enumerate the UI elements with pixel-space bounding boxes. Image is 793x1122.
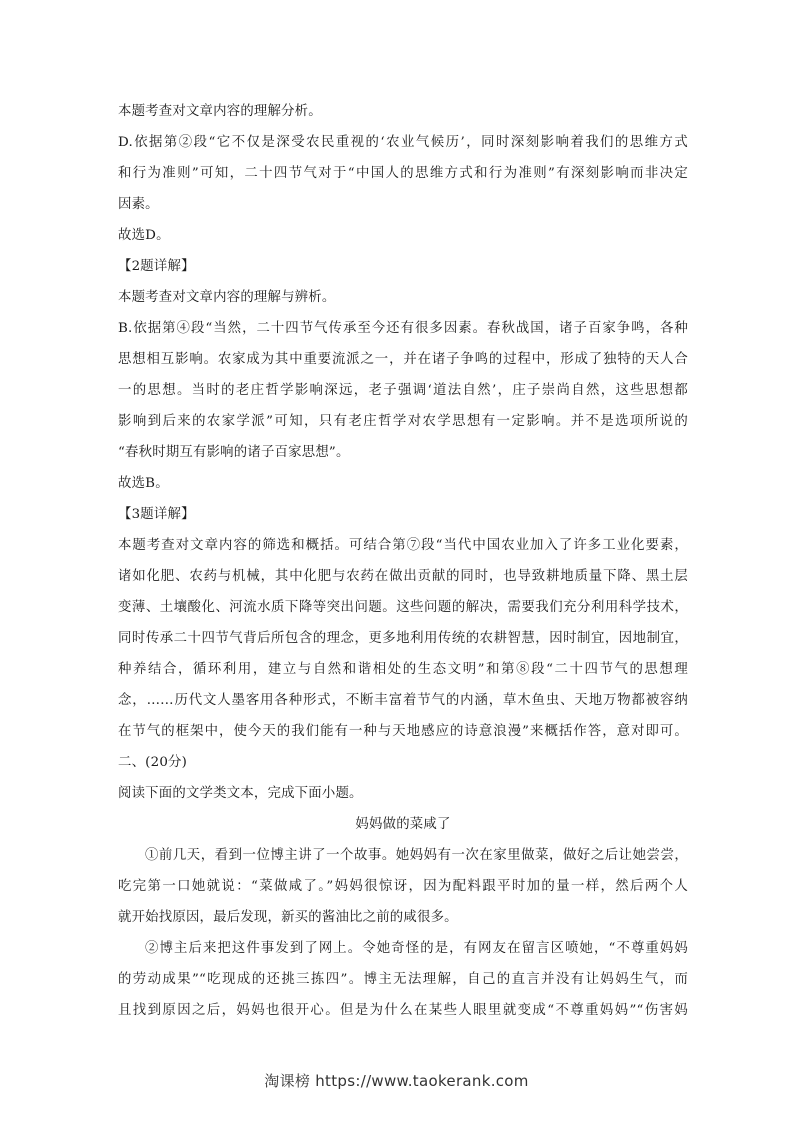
q3-line-7: 在节气的框架中，使今天的我们能有一种与天地感应的诗意浪漫”来概括作答，意对即可。 xyxy=(118,724,688,739)
story-p1-line-3: 就开始找原因，最后发现，新买的酱油比之前的咸很多。 xyxy=(118,910,458,925)
option-b-line-2: 思想相互影响。农家成为其中重要流派之一，并在诸子争鸣的过程中，形成了独特的天人合 xyxy=(118,352,688,367)
story-p2-line-2: 的劳动成果”“吃现成的还挑三拣四”。博主无法理解，自己的直言并没有让妈妈生气，而 xyxy=(118,972,688,987)
part-two-heading: 二、(20分) xyxy=(118,755,188,770)
q2-intro: 本题考查对文章内容的理解与辨析。 xyxy=(118,290,336,305)
story-p1-line-1: ①前几天，看到一位博主讲了一个故事。她妈妈有一次在家里做菜，做好之后让她尝尝， xyxy=(145,848,688,863)
section-heading-q2: 【2题详解】 xyxy=(118,259,195,274)
part-two-instruction: 阅读下面的文学类文本，完成下面小题。 xyxy=(118,786,363,801)
q3-line-6: 念，……历代文人墨客用各种形式，不断丰富着节气的内涵，草木鱼虫、天地万物都被容纳 xyxy=(118,693,688,708)
footer-watermark: 淘课榜 https://www.taokerank.com xyxy=(264,1072,529,1090)
q3-line-3: 变薄、土壤酸化、河流水质下降等突出问题。这些问题的解决，需要我们充分利用科学技术， xyxy=(118,600,688,615)
answer-1: 故选D。 xyxy=(118,228,170,243)
option-d-line-3: 因素。 xyxy=(118,197,159,212)
option-d-line-1: D.依据第②段“它不仅是深受农民重视的‘农业气候历’，同时深刻影响着我们的思维方式 xyxy=(118,135,688,150)
analysis-intro: 本题考查对文章内容的理解分析。 xyxy=(118,104,322,119)
option-d-line-2: 和行为准则”可知，二十四节气对于“中国人的思维方式和行为准则”有深刻影响而非决定 xyxy=(118,166,688,181)
q3-line-4: 同时传承二十四节气背后所包含的理念，更多地利用传统的农耕智慧，因时制宜，因地制宜， xyxy=(118,631,688,646)
option-b-line-3: 一的思想。当时的老庄哲学影响深远，老子强调‘道法自然’，庄子崇尚自然，这些思想都 xyxy=(118,383,688,398)
option-b-line-5: “春秋时期互有影响的诸子百家思想”。 xyxy=(118,445,350,460)
story-p2-line-1: ②博主后来把这件事发到了网上。令她奇怪的是，有网友在留言区喷她，“不尊重妈妈 xyxy=(145,941,688,956)
option-b-line-1: B.依据第④段“当然，二十四节气传承至今还有很多因素。春秋战国，诸子百家争鸣，各种 xyxy=(118,321,688,336)
story-p1-line-2: 吃完第一口她就说：“菜做咸了。”妈妈很惊讶，因为配料跟平时加的量一样，然后两个人 xyxy=(118,879,688,894)
section-heading-q3: 【3题详解】 xyxy=(118,507,195,522)
q3-line-2: 诸如化肥、农药与机械，其中化肥与农药在做出贡献的同时，也导致耕地质量下降、黑土层 xyxy=(118,569,688,584)
option-b-line-4: 影响到后来的农家学派”可知，只有老庄哲学对农学思想有一定影响。并不是选项所说的 xyxy=(118,414,688,429)
document-body xyxy=(118,96,688,1026)
story-title: 妈妈做的菜咸了 xyxy=(355,817,451,832)
story-p2-line-3: 且找到原因之后，妈妈也很开心。但是为什么在某些人眼里就变成“不尊重妈妈”“伤害妈 xyxy=(118,1003,688,1018)
q3-line-1: 本题考查对文章内容的筛选和概括。可结合第⑦段“当代中国农业加入了许多工业化要素， xyxy=(118,538,688,553)
answer-2: 故选B。 xyxy=(118,476,169,491)
q3-line-5: 种养结合，循环利用，建立与自然和谐相处的生态文明”和第⑧段“二十四节气的思想理 xyxy=(118,662,688,677)
